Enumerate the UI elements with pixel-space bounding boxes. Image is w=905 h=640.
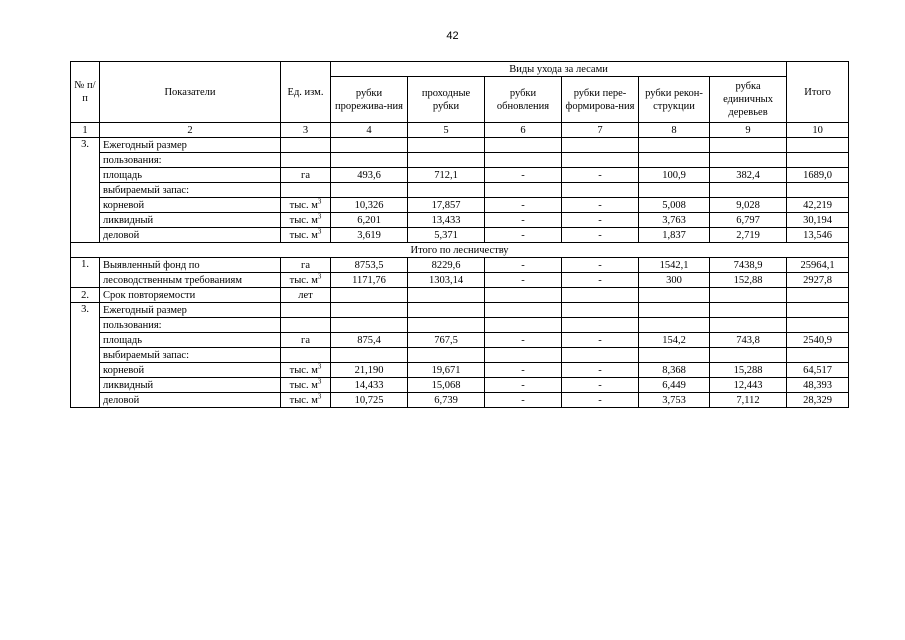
unit-cell: га <box>281 333 331 348</box>
table-row <box>71 348 849 363</box>
index-cell: 8 <box>639 123 710 138</box>
value-cell: - <box>562 363 639 378</box>
header-type-reformation: рубки пере-формирова-ния <box>562 77 639 123</box>
value-cell: 743,8 <box>710 333 787 348</box>
value-cell: 767,5 <box>408 333 485 348</box>
value-cell: - <box>562 168 639 183</box>
row-number: 3. <box>71 303 100 408</box>
total-cell: 2927,8 <box>787 273 849 288</box>
value-cell: 1171,76 <box>331 273 408 288</box>
row-label: Ежегодный размер <box>100 138 281 153</box>
row-number: 3. <box>71 138 100 243</box>
value-cell: - <box>485 393 562 408</box>
total-cell: 28,329 <box>787 393 849 408</box>
section-title: Итого по лесничеству <box>71 243 849 258</box>
value-cell: 10,725 <box>331 393 408 408</box>
value-cell: - <box>485 258 562 273</box>
total-cell: 30,194 <box>787 213 849 228</box>
value-cell: 12,443 <box>710 378 787 393</box>
table-row <box>71 258 849 273</box>
unit-cell: тыс. $м^3$ <box>281 393 331 408</box>
unit-cell: тыс. $м^3$ <box>281 363 331 378</box>
value-cell: 15,288 <box>710 363 787 378</box>
header-type-renewal: рубки обновления <box>485 77 562 123</box>
value-cell: 7,112 <box>710 393 787 408</box>
total-cell: 1689,0 <box>787 168 849 183</box>
value-cell: 21,190 <box>331 363 408 378</box>
value-cell: 3,753 <box>639 393 710 408</box>
value-cell: - <box>485 273 562 288</box>
table-row <box>71 138 849 153</box>
value-cell: 3,619 <box>331 228 408 243</box>
header-num: № п/п <box>71 62 100 123</box>
table-row <box>71 288 849 303</box>
unit-cell: тыс. $м^3$ <box>281 378 331 393</box>
header-care-types-group: Виды ухода за лесами <box>331 62 787 77</box>
row-label: деловой <box>100 228 281 243</box>
value-cell: 19,671 <box>408 363 485 378</box>
value-cell: - <box>562 258 639 273</box>
row-label: выбираемый запас: <box>100 348 281 363</box>
value-cell: 9,028 <box>710 198 787 213</box>
value-cell: 8,368 <box>639 363 710 378</box>
index-cell: 1 <box>71 123 100 138</box>
row-label: деловой <box>100 393 281 408</box>
value-cell: 10,326 <box>331 198 408 213</box>
row-number: 1. <box>71 258 100 288</box>
value-cell: 8229,6 <box>408 258 485 273</box>
value-cell: 7438,9 <box>710 258 787 273</box>
header-indicator: Показатели <box>100 62 281 123</box>
page-number: 42 <box>446 30 459 42</box>
unit-cell: тыс. $м^3$ <box>281 273 331 288</box>
value-cell: 2,719 <box>710 228 787 243</box>
total-cell: 48,393 <box>787 378 849 393</box>
value-cell: - <box>562 273 639 288</box>
table-row <box>71 183 849 198</box>
table-row <box>71 198 849 213</box>
unit-cell: тыс. $м^3$ <box>281 213 331 228</box>
table-row <box>71 168 849 183</box>
table-row <box>71 378 849 393</box>
table-row <box>71 393 849 408</box>
table-row <box>71 213 849 228</box>
value-cell: - <box>562 228 639 243</box>
value-cell: 8753,5 <box>331 258 408 273</box>
value-cell: 13,433 <box>408 213 485 228</box>
value-cell: - <box>485 168 562 183</box>
value-cell: 6,449 <box>639 378 710 393</box>
header-unit: Ед. изм. <box>281 62 331 123</box>
value-cell: 300 <box>639 273 710 288</box>
row-label: корневой <box>100 198 281 213</box>
header-type-single-trees: рубка единичных деревьев <box>710 77 787 123</box>
index-cell: 5 <box>408 123 485 138</box>
row-label: Ежегодный размер <box>100 303 281 318</box>
value-cell: 6,201 <box>331 213 408 228</box>
row-label: ликвидный <box>100 378 281 393</box>
total-cell: 2540,9 <box>787 333 849 348</box>
value-cell: - <box>485 198 562 213</box>
value-cell: 3,763 <box>639 213 710 228</box>
forest-care-table <box>70 61 849 408</box>
value-cell: 154,2 <box>639 333 710 348</box>
value-cell: 100,9 <box>639 168 710 183</box>
total-cell: 13,546 <box>787 228 849 243</box>
table-row <box>71 273 849 288</box>
value-cell: 5,371 <box>408 228 485 243</box>
value-cell: 6,739 <box>408 393 485 408</box>
column-index-row <box>71 123 849 138</box>
index-cell: 4 <box>331 123 408 138</box>
table-row <box>71 153 849 168</box>
header-type-reconstruction: рубки рекон-струкции <box>639 77 710 123</box>
row-label: выбираемый запас: <box>100 183 281 198</box>
row-label: пользования: <box>100 318 281 333</box>
index-cell: 9 <box>710 123 787 138</box>
row-label: ликвидный <box>100 213 281 228</box>
index-cell: 6 <box>485 123 562 138</box>
value-cell: 6,797 <box>710 213 787 228</box>
table-row <box>71 333 849 348</box>
value-cell: 1542,1 <box>639 258 710 273</box>
value-cell: - <box>485 228 562 243</box>
value-cell: 15,068 <box>408 378 485 393</box>
header-total: Итого <box>787 62 849 123</box>
unit-cell: тыс. $м^3$ <box>281 228 331 243</box>
value-cell: - <box>485 378 562 393</box>
total-cell: 64,517 <box>787 363 849 378</box>
value-cell: 1,837 <box>639 228 710 243</box>
value-cell: - <box>562 213 639 228</box>
table-row <box>71 318 849 333</box>
value-cell: - <box>562 198 639 213</box>
value-cell: - <box>562 333 639 348</box>
table-row <box>71 228 849 243</box>
value-cell: 5,008 <box>639 198 710 213</box>
header-type-passage: проходные рубки <box>408 77 485 123</box>
row-label: площадь <box>100 333 281 348</box>
row-label: площадь <box>100 168 281 183</box>
value-cell: 875,4 <box>331 333 408 348</box>
unit-cell: га <box>281 258 331 273</box>
value-cell: 1303,14 <box>408 273 485 288</box>
row-label: лесоводственным требованиям <box>100 273 281 288</box>
total-cell: 25964,1 <box>787 258 849 273</box>
table-row <box>71 303 849 318</box>
value-cell: 14,433 <box>331 378 408 393</box>
value-cell: - <box>485 213 562 228</box>
value-cell: - <box>485 363 562 378</box>
row-label: Срок повторяемости <box>100 288 281 303</box>
index-cell: 3 <box>281 123 331 138</box>
value-cell: 152,88 <box>710 273 787 288</box>
value-cell: 712,1 <box>408 168 485 183</box>
row-label: Выявленный фонд по <box>100 258 281 273</box>
index-cell: 10 <box>787 123 849 138</box>
section-row <box>71 243 849 258</box>
unit-cell: лет <box>281 288 331 303</box>
row-label: корневой <box>100 363 281 378</box>
index-cell: 7 <box>562 123 639 138</box>
index-cell: 2 <box>100 123 281 138</box>
total-cell: 42,219 <box>787 198 849 213</box>
unit-cell: тыс. $м^3$ <box>281 198 331 213</box>
row-label: пользования: <box>100 153 281 168</box>
row-number: 2. <box>71 288 100 303</box>
value-cell: - <box>562 393 639 408</box>
value-cell: - <box>485 333 562 348</box>
value-cell: 17,857 <box>408 198 485 213</box>
unit-cell: га <box>281 168 331 183</box>
header-type-thinning: рубки прорежива-ния <box>331 77 408 123</box>
value-cell: 493,6 <box>331 168 408 183</box>
value-cell: - <box>562 378 639 393</box>
table-row <box>71 363 849 378</box>
value-cell: 382,4 <box>710 168 787 183</box>
